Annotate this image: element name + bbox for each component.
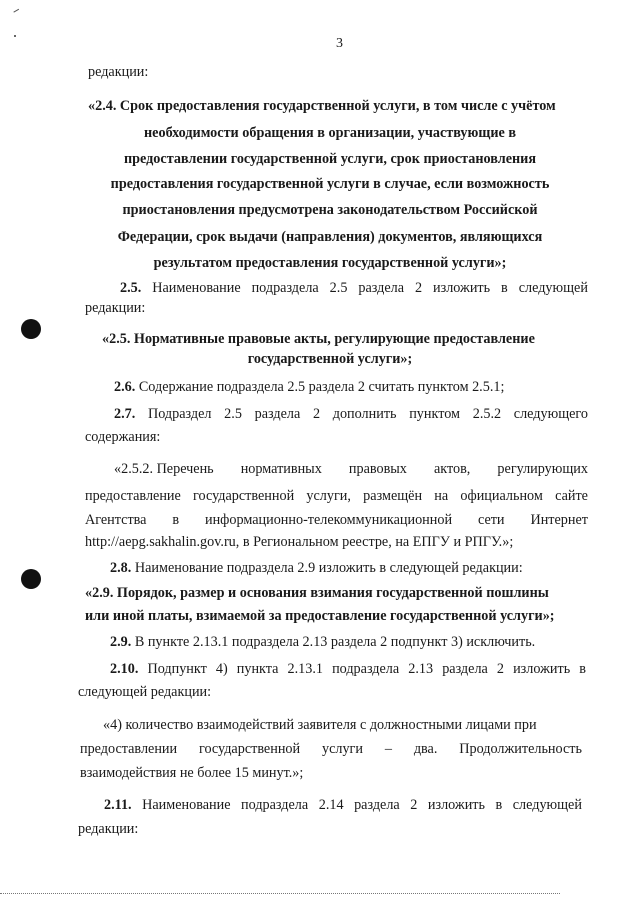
word: раздела	[358, 280, 404, 296]
word: подраздела	[241, 797, 309, 813]
bottom-scan-edge	[0, 893, 560, 894]
word: 2.5	[329, 280, 348, 296]
word: следующей	[518, 280, 588, 296]
item-number: 2.8.	[110, 560, 132, 576]
word: 2	[496, 661, 504, 677]
word: изложить	[513, 661, 571, 677]
word: дополнить	[332, 406, 397, 422]
heading-2-5-line: «2.5. Нормативные правовые акты, регулирующие предоставление	[102, 331, 535, 347]
word: 2	[312, 406, 321, 422]
quote-4-line: «4) количество взаимодействий заявителя с должностными лицами при	[103, 717, 537, 733]
word: Продолжительность	[459, 741, 582, 757]
heading-2-4-line: предоставлении государственной услуги, срок приостановления	[123, 151, 537, 167]
word: на	[434, 488, 449, 504]
heading-2-4-line: необходимости обращения в организации, участвующие в	[144, 125, 516, 141]
word: правовых	[348, 461, 407, 477]
word: Интернет	[530, 512, 588, 528]
paragraph-2-11-line	[104, 796, 582, 814]
paragraph-2-5-cont: редакции:	[85, 300, 146, 316]
word: следующей	[512, 797, 582, 813]
word: нормативных	[240, 461, 322, 477]
quote-2-5-2-line: http://aepg.sakhalin.gov.ru, в Региональном реестре, на ЕПГУ и РПГУ.»;	[85, 534, 514, 550]
word: 2.14	[318, 797, 344, 813]
heading-2-4-line: результатом предоставления государственной услуги»;	[153, 255, 507, 271]
quote-4-line	[80, 740, 582, 758]
word: Подраздел	[147, 406, 212, 422]
word: 2.5.2	[472, 406, 502, 422]
word: раздела	[254, 406, 301, 422]
word: государственной	[193, 488, 295, 504]
word: раздела	[442, 661, 488, 677]
word: 2.13	[408, 661, 434, 677]
word: государственной	[198, 741, 301, 757]
punch-hole	[21, 569, 41, 589]
paragraph-text: В пункте 2.13.1 подраздела 2.13 раздела 2 подпункт 3) исключить.	[134, 634, 536, 650]
word: в	[501, 280, 508, 296]
word: 2.13.1	[287, 661, 323, 677]
page-number: 3	[336, 36, 343, 51]
paragraph-2-5-line	[120, 279, 588, 297]
heading-2-4-line: приостановления предусмотрена законодательством Российской	[122, 202, 538, 218]
heading-2-9-line: или иной платы, взимаемой за предоставление государственной услуги»;	[85, 608, 555, 624]
word: актов,	[433, 461, 471, 477]
paragraph-2-11-cont: редакции:	[78, 821, 139, 837]
heading-2-9-line: «2.9. Порядок, размер и основания взимания государственной пошлины	[85, 585, 549, 601]
quote-4-line: взаимодействия не более 15 минут.»;	[80, 765, 304, 781]
word: информационно-телекоммуникационной	[205, 512, 453, 528]
word: два.	[413, 741, 438, 757]
word: размещён	[363, 488, 423, 504]
word: 2	[414, 280, 423, 296]
word: 4)	[215, 661, 228, 677]
paragraph-2-10-line	[110, 660, 586, 678]
word: в	[495, 797, 503, 813]
paragraph-text: Наименование подраздела 2.9 изложить в следующей редакции:	[134, 560, 523, 576]
word: Агентства	[85, 512, 147, 528]
paragraph-2-9	[110, 633, 535, 651]
quote-2-5-2-line	[85, 511, 588, 529]
word: пунктом	[409, 406, 461, 422]
word: предоставлении	[80, 741, 178, 757]
scan-dot	[14, 35, 16, 37]
word: пункта	[236, 661, 279, 677]
word: Наименование	[142, 797, 231, 813]
word: 2.5	[224, 406, 242, 422]
paragraph-2-7-cont: содержания:	[85, 429, 161, 445]
quote-2-5-2-line	[85, 487, 588, 505]
word: официальном	[460, 488, 543, 504]
paragraph-2-8	[110, 559, 523, 577]
word: предоставление	[85, 488, 181, 504]
word: в	[172, 512, 180, 528]
heading-2-4-line: Федерации, срок выдачи (направления) документов, являющихся	[117, 229, 543, 245]
word: регулирующих	[497, 461, 588, 477]
paragraph-2-7-line	[114, 405, 588, 423]
item-number: 2.11.	[104, 797, 132, 813]
word: 2	[410, 797, 418, 813]
word: следующего	[513, 406, 588, 422]
item-number: 2.10.	[110, 661, 139, 677]
word: изложить	[433, 280, 491, 296]
item-number: 2.9.	[110, 634, 132, 650]
heading-2-4-line: «2.4. Срок предоставления государственной услуги, в том числе с учётом	[88, 98, 556, 114]
word: «2.5.2. Перечень	[114, 461, 214, 477]
word: сайте	[555, 488, 588, 504]
item-number: 2.5.	[120, 280, 142, 296]
word: подраздела	[332, 661, 400, 677]
word: Подпункт	[147, 661, 207, 677]
word: изложить	[427, 797, 485, 813]
word: услуги,	[306, 488, 351, 504]
heading-2-5-line: государственной услуги»;	[247, 351, 413, 367]
word: в	[579, 661, 586, 677]
word: подраздела	[251, 280, 319, 296]
word: Наименование	[152, 280, 241, 296]
word: раздела	[354, 797, 400, 813]
paragraph-2-10-cont: следующей редакции:	[78, 684, 212, 700]
item-number: 2.6.	[114, 379, 136, 395]
item-number: 2.7.	[114, 406, 136, 422]
quote-2-5-2-line	[114, 460, 588, 478]
paragraph-text: Содержание подраздела 2.5 раздела 2 считать пунктом 2.5.1;	[138, 379, 505, 395]
scan-mark	[13, 9, 20, 15]
word: –	[384, 741, 392, 757]
paragraph-2-6	[114, 378, 504, 396]
heading-2-4-line: предоставления государственной услуги в случае, если возможность	[110, 176, 550, 192]
text-line: редакции:	[88, 64, 149, 80]
word: сети	[477, 512, 505, 528]
word: услуги	[321, 741, 363, 757]
punch-hole	[21, 319, 41, 339]
